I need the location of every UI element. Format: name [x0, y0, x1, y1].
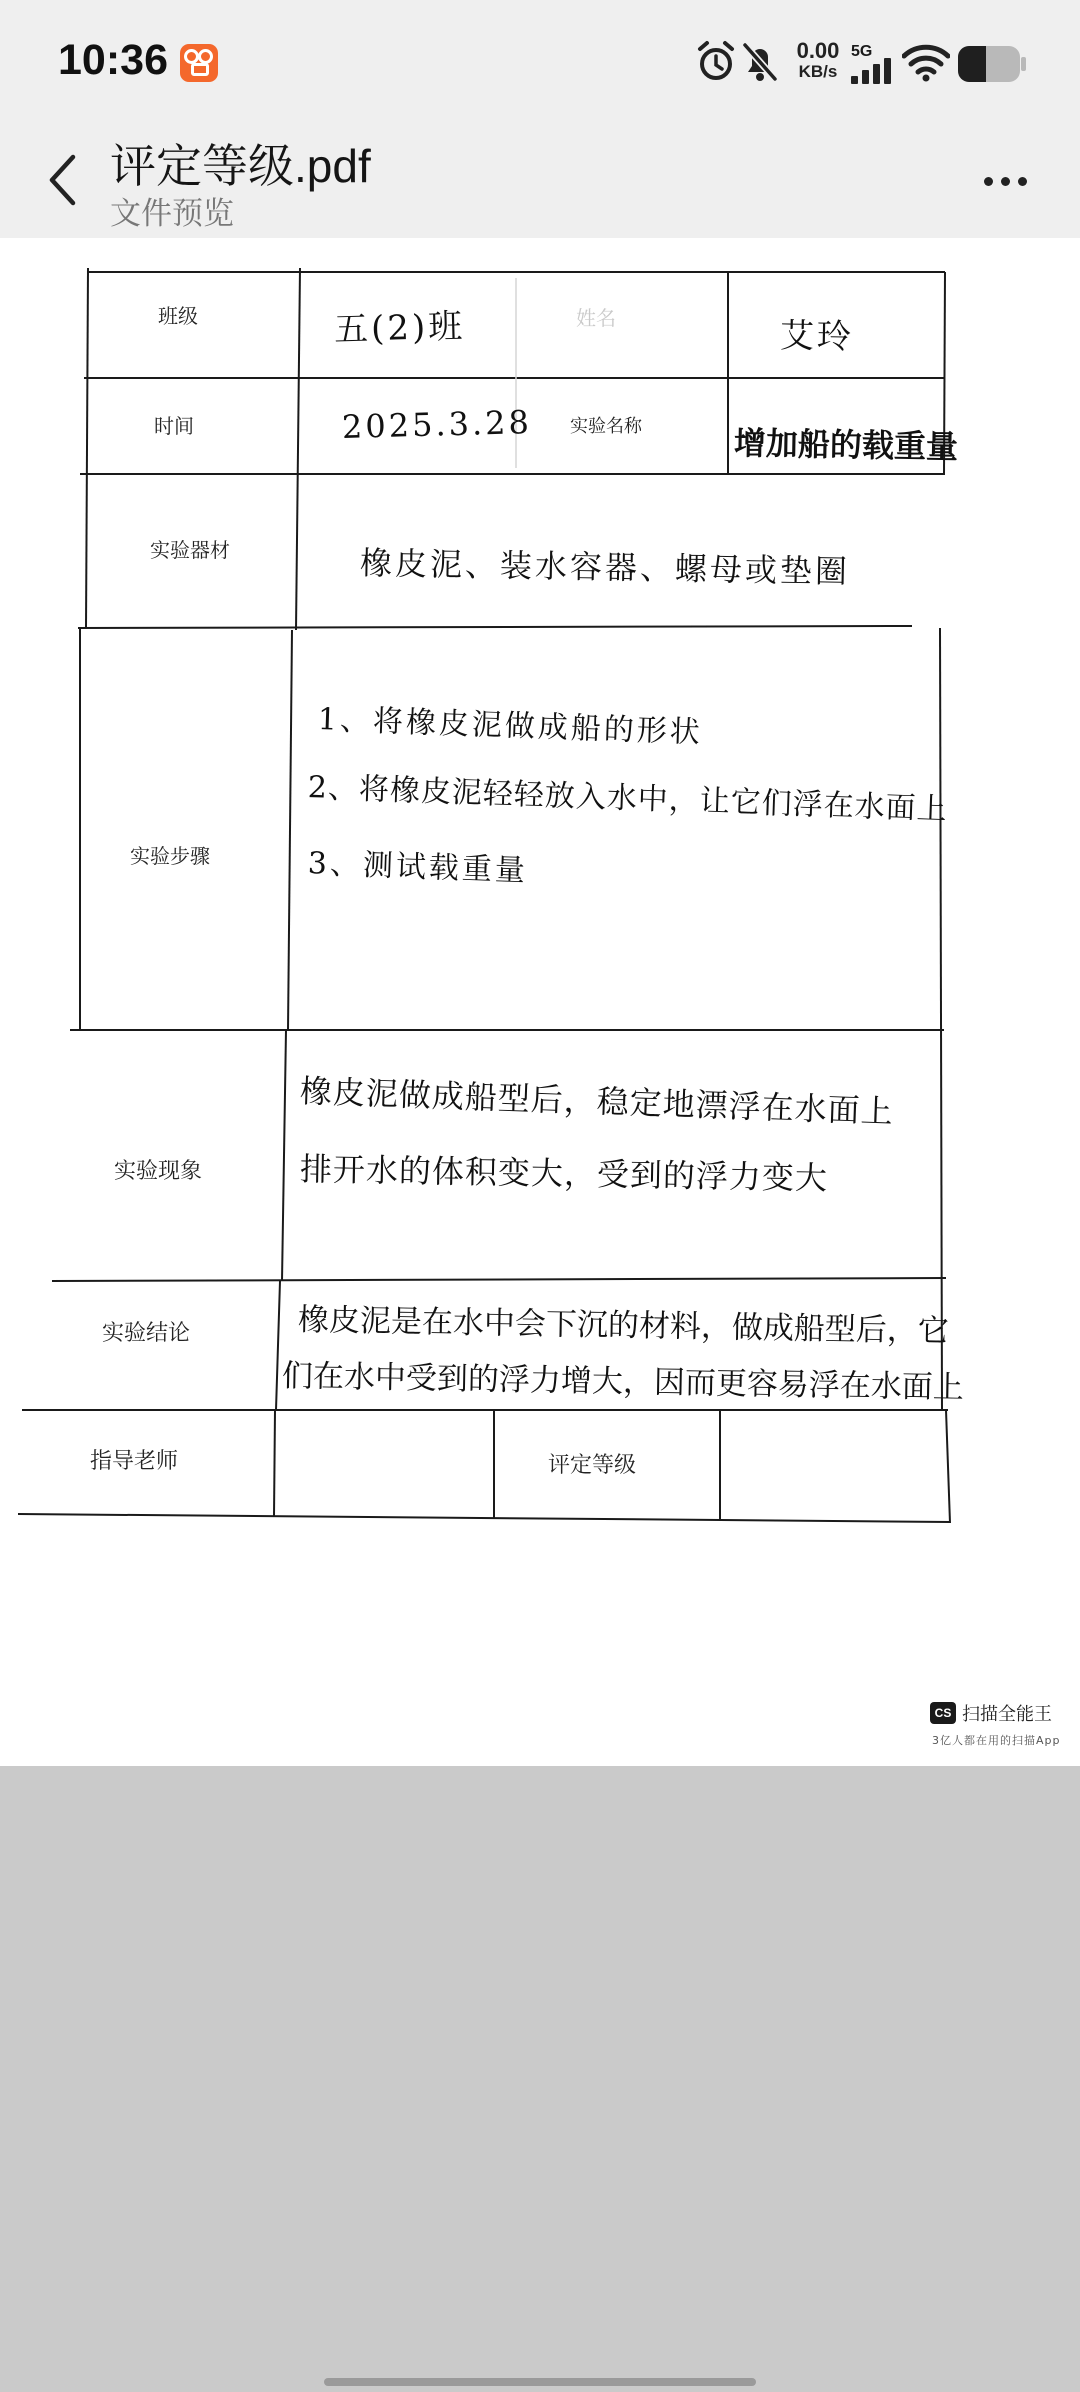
- kuaishou-app-icon: [180, 44, 218, 82]
- teacher-label: 指导老师: [89, 1449, 179, 1474]
- time-label: 时间: [154, 414, 194, 438]
- class-value: 五(2)班: [333, 306, 466, 350]
- steps-line: 2、将橡皮泥轻轻放入水中，让它们浮在水面上: [307, 770, 949, 828]
- status-time: 10:36: [58, 36, 168, 84]
- more-options-icon-dot: [1001, 177, 1010, 186]
- phenomenon-line: 排开水的体积变大，受到的浮力变大: [299, 1150, 829, 1198]
- name-value: 艾玲: [779, 316, 855, 358]
- signal-type-label: 5G: [851, 43, 873, 60]
- more-options-icon: [984, 177, 993, 186]
- equipment-value: 橡皮泥、装水容器、螺母或垫圈: [359, 544, 851, 591]
- status-bar: [0, 0, 1080, 130]
- battery-tip: [1021, 57, 1026, 71]
- wifi-icon: [902, 44, 950, 82]
- conclusion-label: 实验结论: [101, 1321, 191, 1346]
- battery-icon: [958, 46, 1020, 82]
- pdf-preview-page[interactable]: [0, 238, 1080, 1766]
- home-indicator[interactable]: [324, 2378, 756, 2386]
- phenomenon-line: 橡皮泥做成船型后，稳定地漂浮在水面上: [299, 1072, 895, 1131]
- page-subtitle: 文件预览: [110, 196, 234, 232]
- steps-line: 3、测试载重量: [307, 846, 529, 889]
- conclusion-line: 们在水中受到的浮力增大，因而更容易浮在水面上: [281, 1358, 965, 1406]
- mute-icon: [740, 40, 780, 84]
- alarm-icon: [696, 40, 736, 84]
- battery-fill: [958, 46, 986, 82]
- network-speed: [788, 40, 848, 82]
- back-chevron-icon: [47, 154, 77, 206]
- network-speed-unit: KB/s: [798, 62, 838, 81]
- back-button[interactable]: [32, 142, 92, 218]
- time-value: 2025.3.28: [341, 403, 533, 446]
- camscanner-watermark: [930, 1700, 1052, 1726]
- conclusion-line: 橡皮泥是在水中会下沉的材料，做成船型后，它: [297, 1302, 950, 1350]
- class-label: 班级: [158, 304, 198, 328]
- name-label: 姓名: [576, 306, 616, 330]
- experiment-name-label: 实验名称: [570, 416, 642, 437]
- watermark-name: 扫描全能王: [962, 1704, 1052, 1725]
- steps-label: 实验步骤: [130, 844, 210, 868]
- experiment-name-value: 增加船的载重量: [733, 424, 959, 466]
- app-header: [0, 130, 1080, 238]
- signal-icon: [851, 58, 893, 84]
- page-title: 评定等级.pdf: [110, 140, 371, 192]
- watermark-tagline: 3亿人都在用的扫描App: [932, 1734, 1061, 1747]
- more-options-button[interactable]: [970, 156, 1040, 206]
- phenomenon-label: 实验现象: [113, 1159, 203, 1184]
- equipment-label: 实验器材: [150, 538, 230, 562]
- grade-label: 评定等级: [547, 1453, 637, 1478]
- network-speed-value: 0.00: [796, 38, 840, 63]
- camscanner-logo-icon: CS: [930, 1702, 956, 1724]
- steps-line: 1、将橡皮泥做成船的形状: [317, 702, 704, 751]
- more-options-icon-dot: [1018, 177, 1027, 186]
